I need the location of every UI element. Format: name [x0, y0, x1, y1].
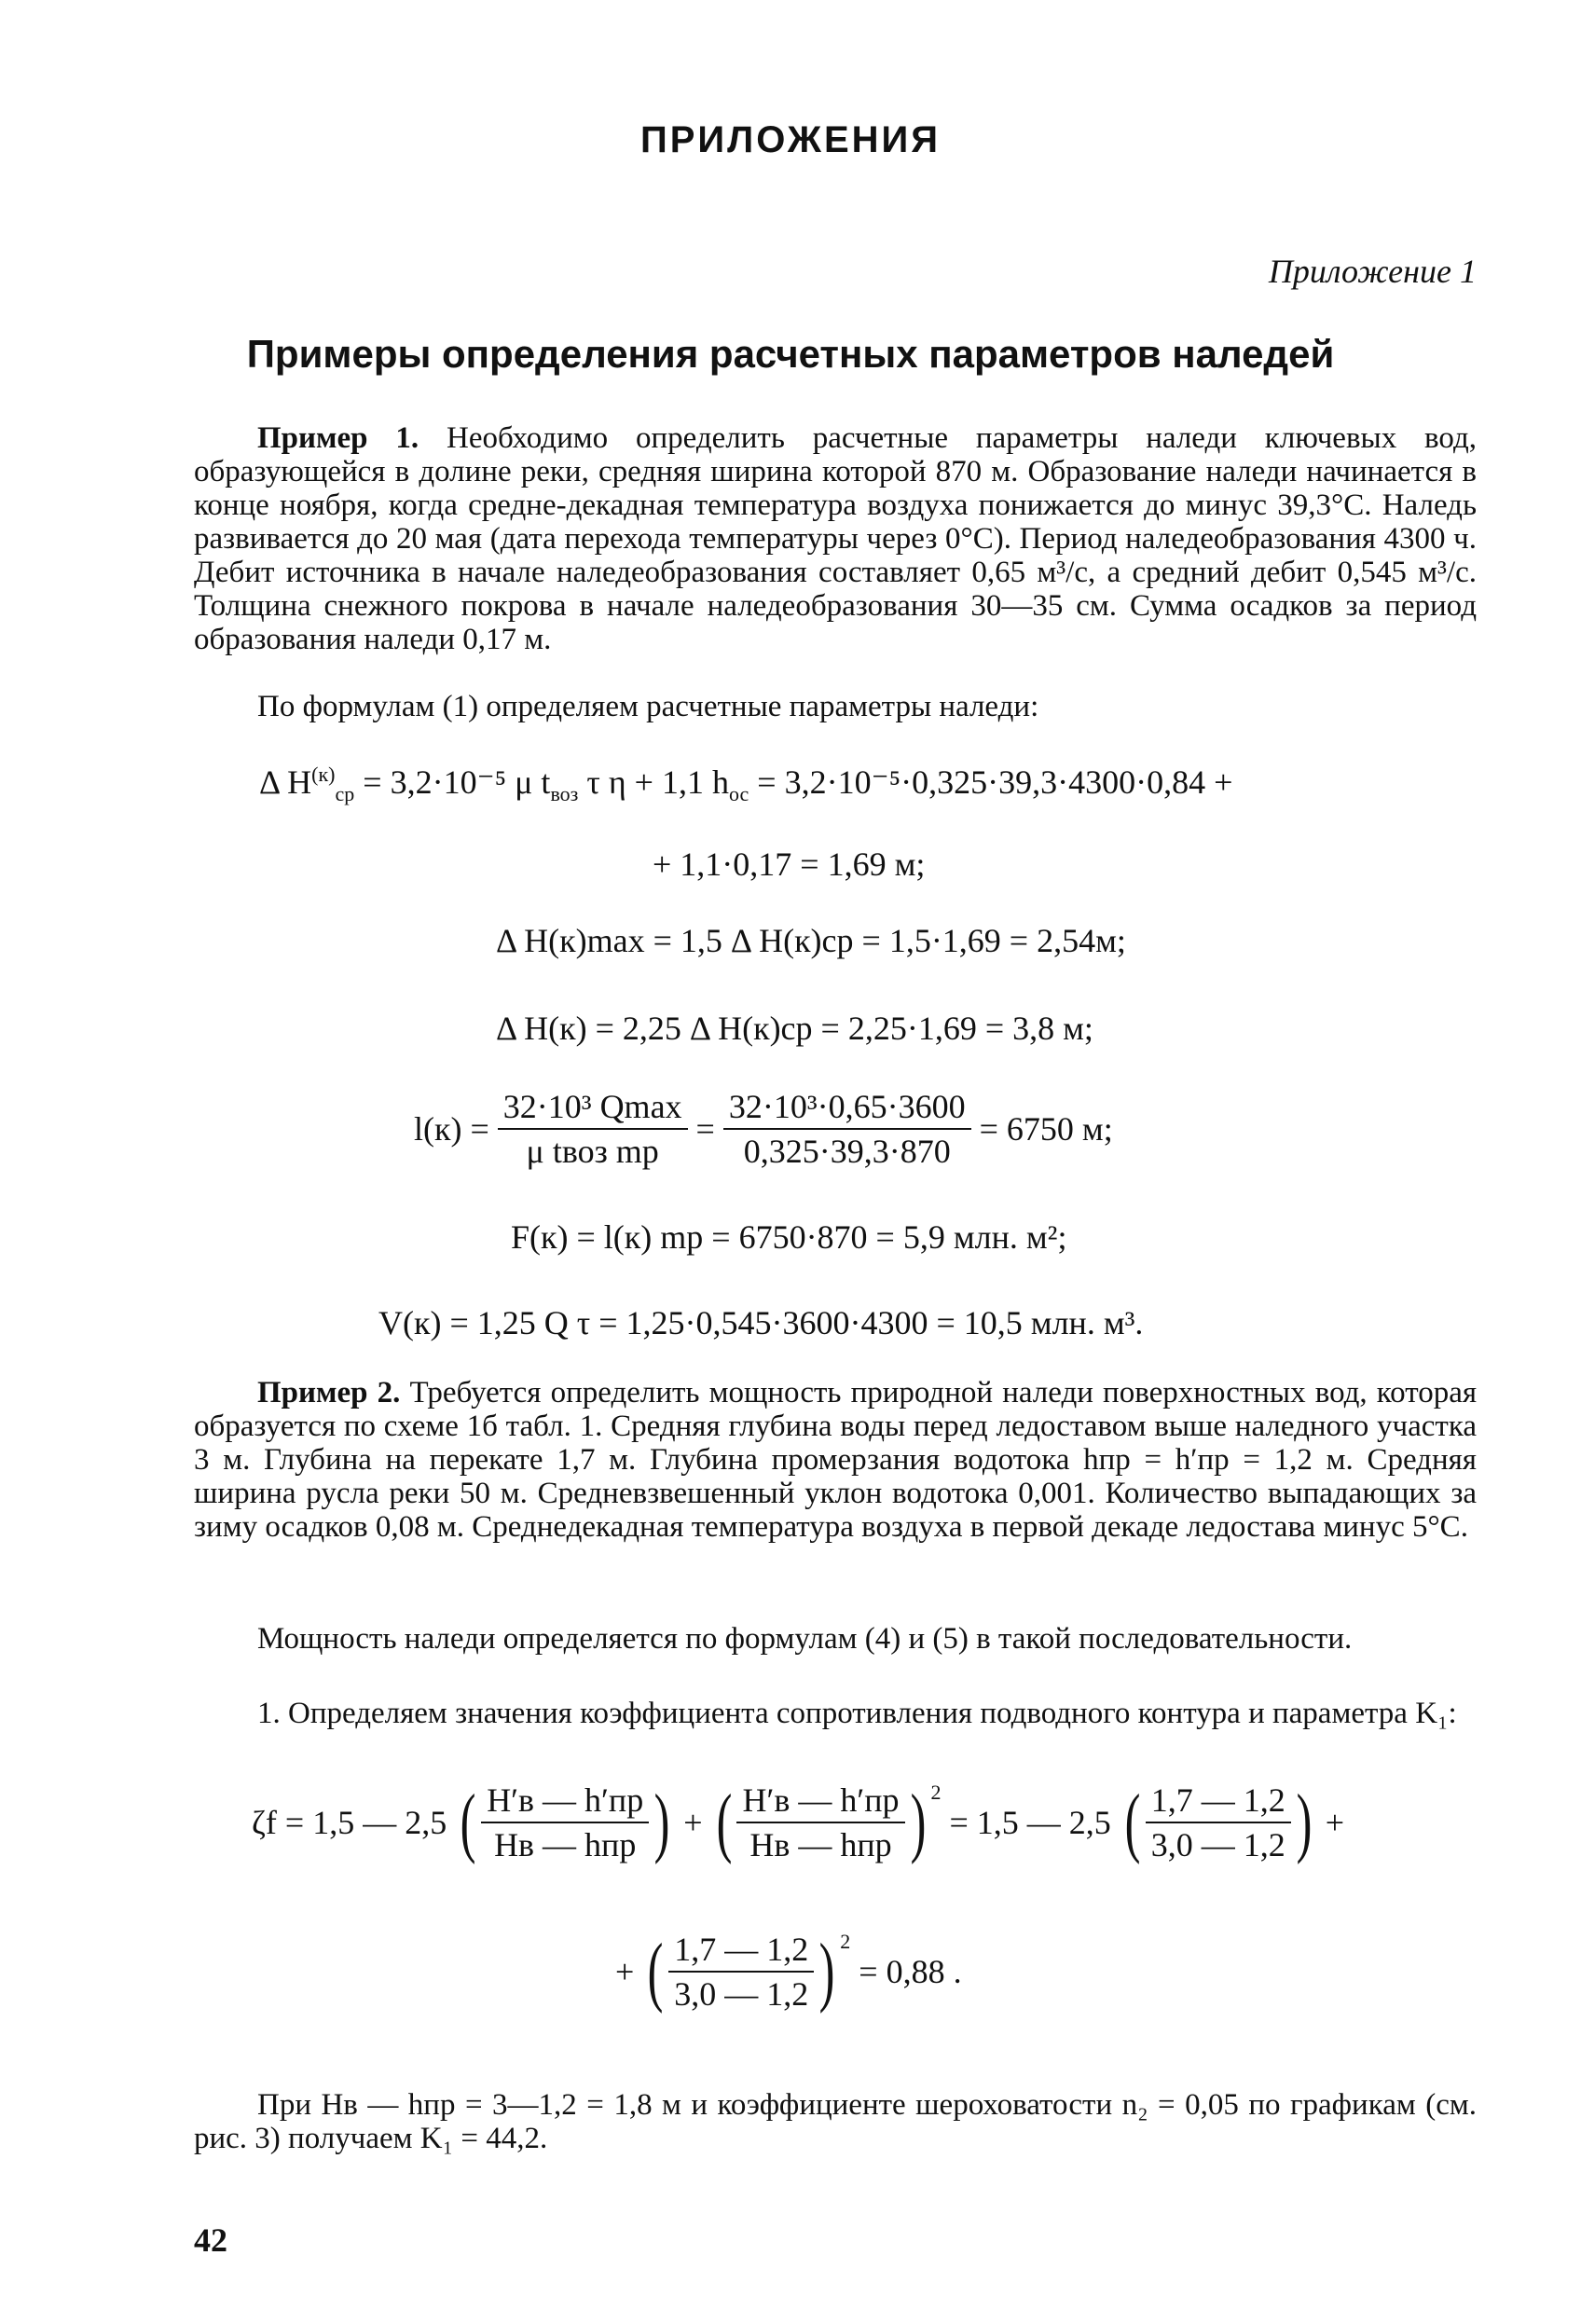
eq1-sub2: воз [550, 782, 579, 806]
page-title: Примеры определения расчетных параметров наледей [246, 332, 1335, 376]
zeta-denominator-1: Hв — hпр [494, 1826, 637, 1863]
zeta-equation: ζf = 1,5 — 2,5 ( $\frac{H'в — h'пр}{\text{Hв — hпр}}$ ) + ( $\frac{H'в — h'пр}{\text{Hв — hпр}}$ ) $^2$ = 1,5 — 2,5 ( $\frac{1,7 — 1,2}{3,0 — 1,2}$ ) + [252, 1779, 1345, 1865]
equation-2: Δ H(к)max = 1,5 Δ H(к)ср = 1,5·1,69 = 2,54м; [496, 922, 1126, 959]
eq4-fraction-1 [498, 1087, 688, 1171]
section-header: ПРИЛОЖЕНИЯ [639, 119, 942, 160]
example-2-paragraph-3: 1. Определяем значения коэффициента сопротивления подводного контура и параметра K₁: [257, 1697, 1457, 1730]
zeta-fraction-4 [668, 1930, 814, 2014]
zeta-lhs: ζf = 1,5 — 2,5 [252, 1804, 447, 1841]
example-1-text: Необходимо определить расчетные параметры наледи ключевых вод, образующейся в долине реки, средняя ширина которой 870 м. Образование наледи начинается в конце ноября, когда средне-декадная температура воздуха понижается до минус 39,3°С. Наледь развивается до 20 мая (дата перехода температуры через 0°С). Период наледеобразования 4300 ч. Дебит источника в начале наледеобразования составляет 0,65 м³/с, а средний дебит 0,545 м³/с. Толщина снежного покрова в начале наледеобразования 30—35 см. Сумма осадков за период образования наледи 0,17 м. [194, 421, 1477, 656]
eq1-lhs: Δ H [259, 763, 312, 801]
appendix-label: Приложение 1 [1268, 253, 1477, 290]
page-number: 42 [194, 2221, 227, 2259]
example-2-label: Пример 2. [257, 1376, 401, 1410]
zeta-plus-2: + [1325, 1804, 1345, 1841]
example-2-paragraph-2: Мощность наледи определяется по формулам (4) и (5) в такой последовательности. [257, 1622, 1353, 1656]
example-2-paragraph [194, 1376, 1477, 1544]
zeta-numerator-3: 1,7 — 1,2 [1146, 1781, 1291, 1823]
eq1-sup: (к) [311, 763, 336, 786]
zeta-square: 2 [930, 1781, 942, 1804]
zeta-equation-continuation: + ( $\frac{1,7 — 1,2}{3,0 — 1,2}$ ) $^2$ = 0,88 . [615, 1928, 962, 2015]
eq1-sub3: ос [728, 782, 749, 806]
zeta-cont-square: 2 [840, 1930, 851, 1953]
eq1-sub: ср [335, 782, 355, 806]
zeta-cont-plus: + [615, 1953, 635, 1990]
eq4-denominator-2: 0,325·39,3·870 [743, 1133, 951, 1170]
equation-4: l(к) = $\frac{\text{32·10³ Qmax}}{\text{μ tвоз mр}}$ = $\frac{\text{32·10³·0,65·3600}}{0,325\cdot 39,3\cdot 870}$ = 6750 м; [414, 1088, 1113, 1170]
example-1-intro: По формулам (1) определяем расчетные параметры наледи: [257, 690, 1039, 723]
eq4-numerator-2: 32·10³·0,65·3600 [723, 1087, 971, 1130]
equation-5: F(к) = l(к) mр = 6750·870 = 5,9 млн. м²; [511, 1218, 1067, 1256]
zeta-denominator-4: 3,0 — 1,2 [674, 1975, 809, 2013]
zeta-result: = 0,88 . [859, 1953, 962, 1990]
example-2-text: Требуется определить мощность природной наледи поверхностных вод, которая образуется по схеме 1б табл. 1. Средняя глубина воды перед ледоставом выше наледного участка 3 м. Глубина на перекате 1,7 м. Глубина промерзания водотока hпр = h′пр = 1,2 м. Средняя ширина русла реки 50 м. Средневзвешенный уклон водотока 0,001. Количество выпадающих за зиму осадков 0,08 м. Среднедекадная температура воздуха в первой декаде ледостава минус 5°С. [194, 1376, 1478, 1544]
zeta-fraction-1 [481, 1781, 649, 1864]
example-1-label: Пример 1. [257, 421, 419, 455]
eq4-denominator-1: μ tвоз mр [526, 1133, 659, 1170]
eq1-part3: = 3,2·10⁻⁵·0,325·39,3·4300·0,84 + [757, 763, 1233, 801]
eq1-part1: = 3,2·10⁻⁵ μ t [363, 763, 551, 801]
zeta-fraction-2 [736, 1781, 904, 1864]
example-1-paragraph [194, 421, 1477, 656]
eq1-part2: τ η + 1,1 h [586, 763, 729, 801]
zeta-denominator-3: 3,0 — 1,2 [1150, 1826, 1285, 1863]
equation-1-continuation: + 1,1·0,17 = 1,69 м; [653, 846, 926, 883]
eq4-fraction-2 [723, 1087, 971, 1171]
eq4-numerator-1: 32·10³ Qmax [498, 1087, 688, 1130]
equation-3: Δ H(к) = 2,25 Δ H(к)ср = 2,25·1,69 = 3,8 м; [496, 1010, 1093, 1047]
zeta-plus: + [683, 1804, 703, 1841]
zeta-fraction-3 [1146, 1781, 1291, 1864]
eq4-lhs: l(к) = [414, 1110, 489, 1148]
zeta-numerator-4: 1,7 — 1,2 [668, 1930, 814, 1973]
zeta-denominator-2: Hв — hпр [749, 1826, 892, 1863]
zeta-numerator-2: H′в — h′пр [736, 1781, 904, 1823]
zeta-mid: = 1,5 — 2,5 [949, 1804, 1111, 1841]
zeta-numerator-1: H′в — h′пр [481, 1781, 649, 1823]
equation-6: V(к) = 1,25 Q τ = 1,25·0,545·3600·4300 = 10,5 млн. м³. [378, 1304, 1144, 1341]
example-2-paragraph-4: При Hв — hпр = 3—1,2 = 1,8 м и коэффициенте шероховатости n₂ = 0,05 по графикам (см. рис. 3) получаем K₁ = 44,2. [194, 2088, 1477, 2155]
eq4-rhs: = 6750 м; [979, 1110, 1113, 1148]
equation-1 [259, 763, 1232, 806]
